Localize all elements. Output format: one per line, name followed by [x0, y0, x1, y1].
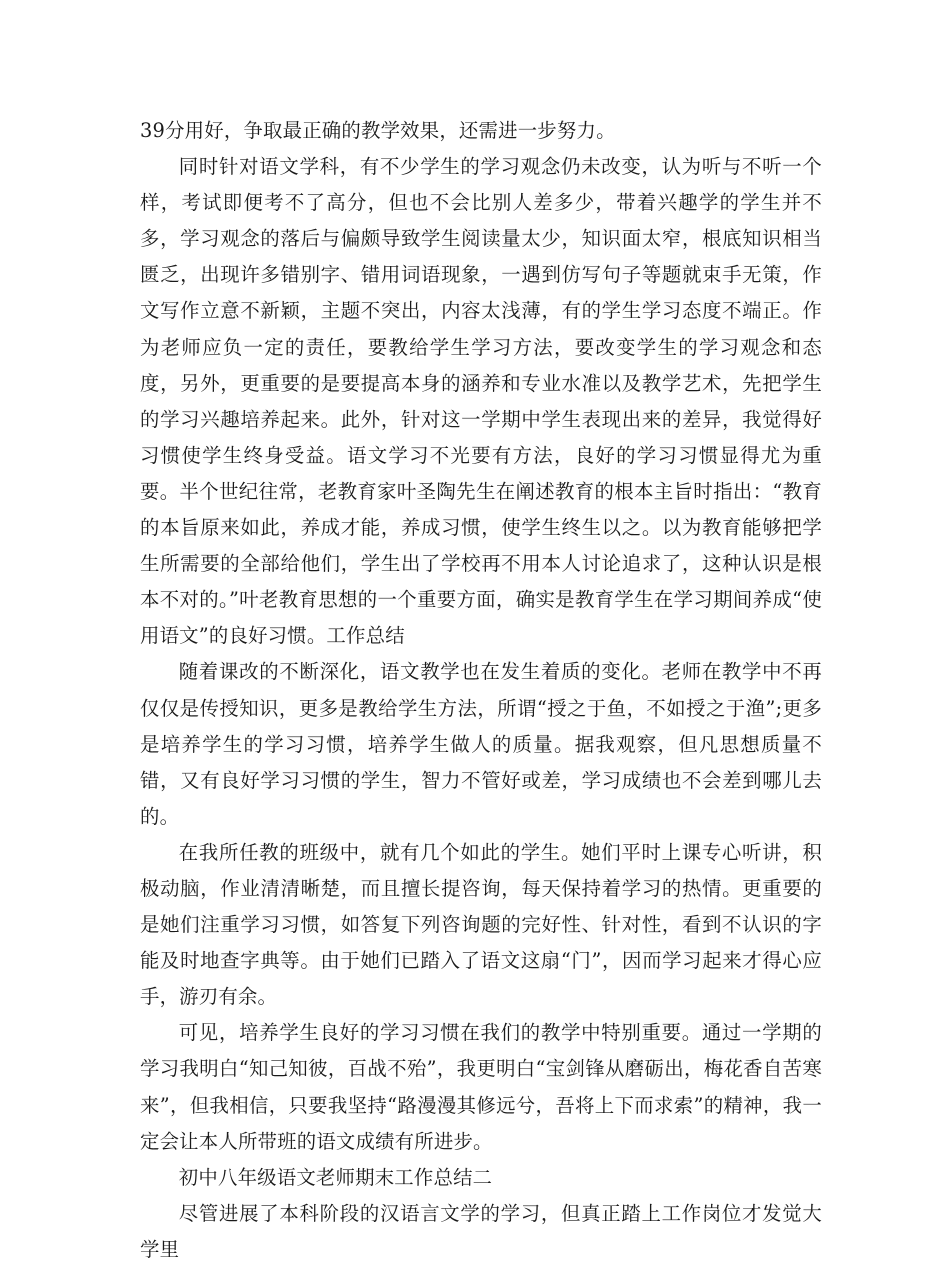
paragraph-3: 随着课改的不断深化，语文教学也在发生着质的变化。老师在教学中不再仅仅是传授知识，更多是教给学生方法，所谓“授之于鱼，不如授之于渔”;更多是培养学生的学习习惯，培养学生做人的质量。据我观察，但凡思想质量不错，又有良好学习习惯的学生，智力不管好或差，学习成绩也不会差到哪儿去的。	[140, 660, 822, 828]
paragraph-1: 39分用好，争取最正确的教学效果，还需进一步努力。	[140, 119, 616, 142]
paragraph-2: 同时针对语文学科，有不少学生的学习观念仍未改变，认为听与不听一个样，考试即便考不了高分，但也不会比别人差多少，带着兴趣学的学生并不多，学习观念的落后与偏颇导致学生阅读量太少，知识面太窄，根底知识相当匮乏，出现许多错别字、错用词语现象，一遇到仿写句子等题就束手无策，作文写作立意不新颖，主题不突出，内容太浅薄，有的学生学习态度不端正。作为老师应负一定的责任，要教给学生学习方法，要改变学生的学习观念和态度，另外，更重要的是要提高本身的涵养和专业水准以及教学艺术，先把学生的学习兴趣培养起来。此外，针对这一学期中学生表现出来的差异，我觉得好习惯使学生终身受益。语文学习不光要有方法，良好的学习习惯显得尤为重要。半个世纪往常，老教育家叶圣陶先生在阐述教育的根本主旨时指出：“教育的本旨原来如此，养成才能，养成习惯，使学生终生以之。以为教育能够把学生所需要的全部给他们，学生出了学校再不用本人讨论追求了，这种认识是根本不对的。”叶老教育思想的一个重要方面，确实是教育学生在学习期间养成“使用语文”的良好习惯。工作总结	[140, 155, 822, 648]
document-body	[140, 113, 822, 1268]
paragraph-5: 可见，培养学生良好的学习习惯在我们的教学中特别重要。通过一学期的学习我明白“知己知彼，百战不殆”，我更明白“宝剑锋从磨砺出，梅花香自苦寒来”，但我相信，只要我坚持“路漫漫其修远兮，吾将上下而求索”的精神，我一定会让本人所带班的语文成绩有所进步。	[140, 1021, 822, 1153]
paragraph-6: 尽管进展了本科阶段的汉语言文学的学习，但真正踏上工作岗位才发觉大学里	[140, 1201, 822, 1261]
section-heading: 初中八年级语文老师期末工作总结二	[178, 1165, 493, 1189]
paragraph-4: 在我所任教的班级中，就有几个如此的学生。她们平时上课专心听讲，积极动脑，作业清清晰楚，而且擅长提咨询，每天保持着学习的热情。更重要的是她们注重学习习惯，如答复下列咨询题的完好性、针对性，看到不认识的字能及时地查字典等。由于她们已踏入了语文这扇“门”，因而学习起来才得心应手，游刃有余。	[140, 840, 822, 1009]
